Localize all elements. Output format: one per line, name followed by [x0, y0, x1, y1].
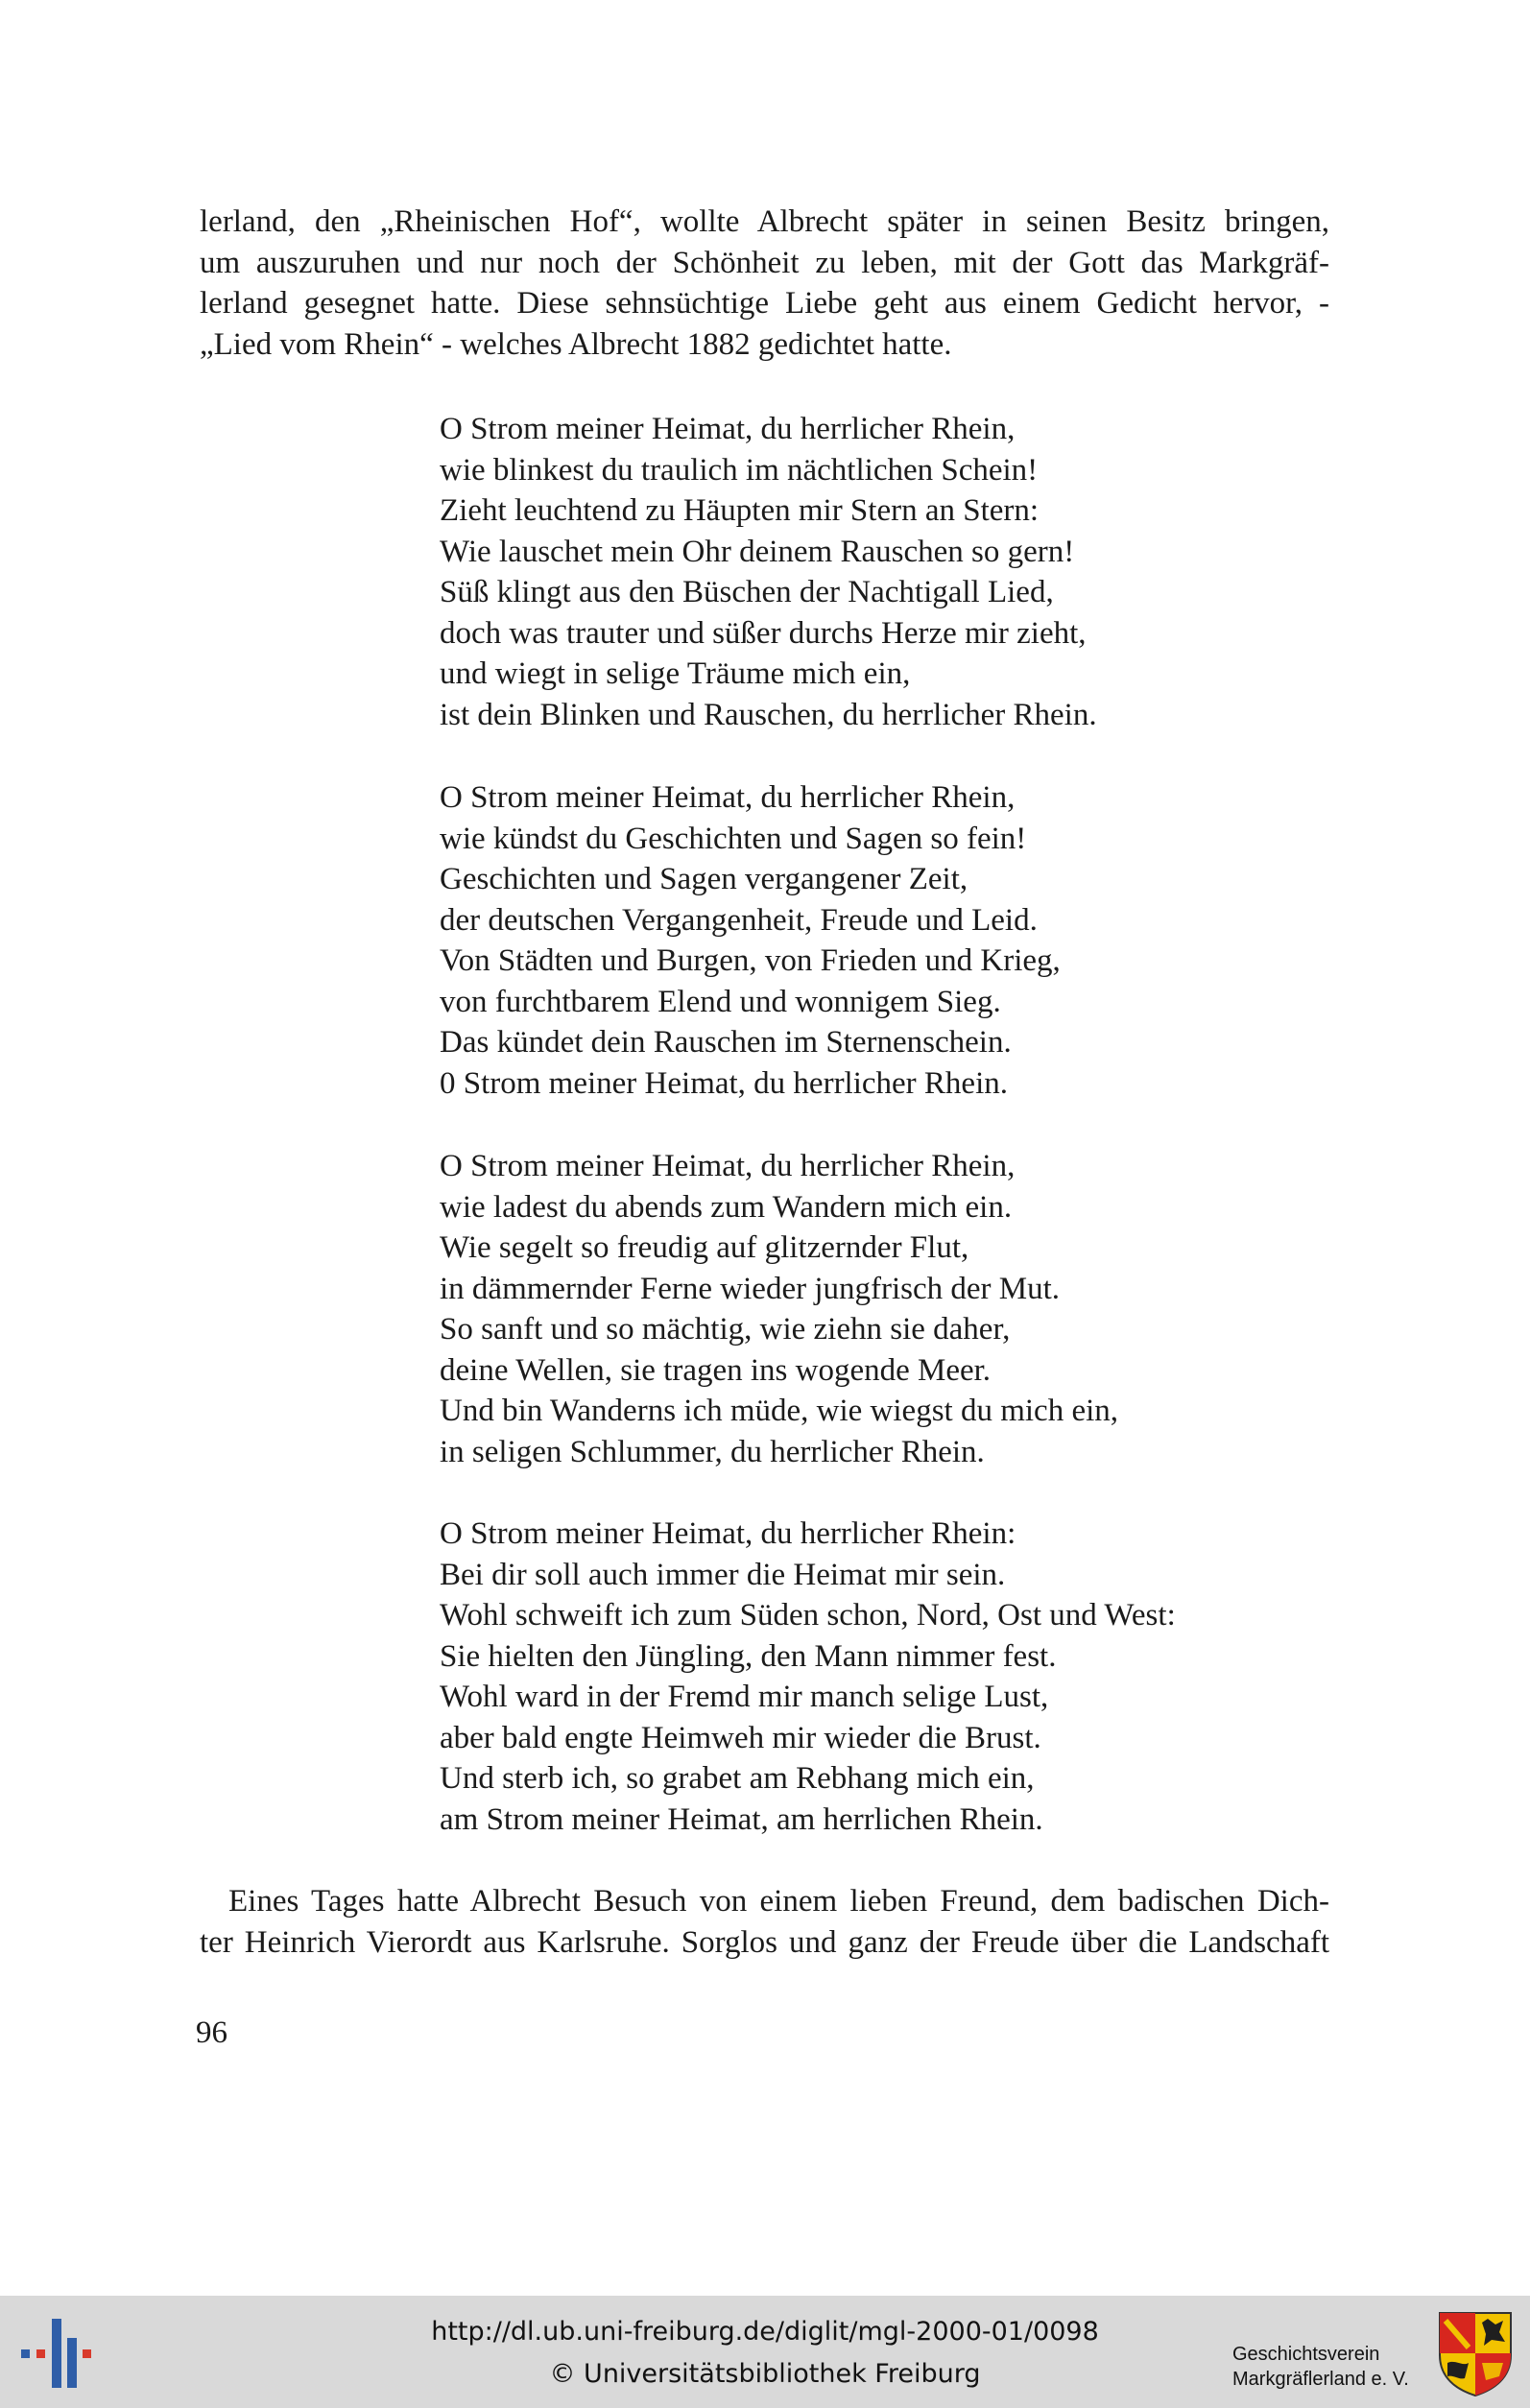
- poem-line: O Strom meiner Heimat, du herrlicher Rhein,: [440, 412, 1016, 446]
- text-line: um auszuruhen und nur noch der Schönheit zu leben, mit der Gott das Markgräf-: [200, 245, 1329, 280]
- poem-line: der deutschen Vergangenheit, Freude und Leid.: [440, 902, 1038, 938]
- poem-line: Das kündet dein Rauschen im Sternenschein.: [440, 1025, 1012, 1060]
- poem-line: Wie lauschet mein Ohr deinem Rauschen so gern!: [440, 534, 1075, 569]
- poem-line: O Strom meiner Heimat, du herrlicher Rhein,: [440, 1149, 1016, 1183]
- poem-line: wie kündst du Geschichten und Sagen so fein!: [440, 821, 1027, 856]
- poem-line: Von Städten und Burgen, von Frieden und Krieg,: [440, 943, 1061, 978]
- poem-line: O Strom meiner Heimat, du herrlicher Rhein:: [440, 1516, 1016, 1551]
- poem-line: Süß klingt aus den Büschen der Nachtigall Lied,: [440, 575, 1054, 609]
- poem-stanza-4: [440, 1514, 1176, 1840]
- poem-line: wie ladest du abends zum Wandern mich ein.: [440, 1189, 1013, 1225]
- poem-line: Und sterb ich, so grabet am Rebhang mich ein,: [440, 1761, 1035, 1796]
- poem-line: Wie segelt so freudig auf glitzernder Flut,: [440, 1230, 969, 1265]
- poem-line: wie blinkest du traulich im nächtlichen Schein!: [440, 452, 1039, 488]
- poem-line: Wohl schweift ich zum Süden schon, Nord, Ost und West:: [440, 1598, 1176, 1633]
- poem-line: am Strom meiner Heimat, am herrlichen Rhein.: [440, 1801, 1043, 1837]
- poem-line: deine Wellen, sie tragen ins wogende Meer.: [440, 1352, 992, 1388]
- poem-line: Sie hielten den Jüngling, den Mann nimmer fest.: [440, 1638, 1057, 1674]
- society-name: [1232, 2342, 1409, 2392]
- poem-line: in dämmernder Ferne wieder jungfrisch der Mut.: [440, 1271, 1061, 1306]
- text-line: „Lied vom Rhein“ - welches Albrecht 1882 gedichtet hatte.: [200, 326, 952, 362]
- poem-line: Zieht leuchtend zu Häupten mir Stern an Stern:: [440, 493, 1040, 528]
- poem-line: 0 Strom meiner Heimat, du herrlicher Rhein.: [440, 1065, 1009, 1101]
- copyright-notice: © Universitätsbibliothek Freiburg: [549, 2359, 981, 2389]
- page-number: 96: [196, 2015, 227, 2050]
- poem-stanza-2: [440, 777, 1061, 1104]
- text-line: Eines Tages hatte Albrecht Besuch von einem lieben Freund, dem badischen Dich-: [228, 1884, 1329, 1919]
- poem-line: Bei dir soll auch immer die Heimat mir sein.: [440, 1557, 1006, 1592]
- poem-line: Geschichten und Sagen vergangener Zeit,: [440, 862, 968, 896]
- poem-line: Und bin Wanderns ich müde, wie wiegst du mich ein,: [440, 1394, 1119, 1428]
- poem-line: von furchtbarem Elend und wonnigem Sieg.: [440, 984, 1001, 1019]
- outro-paragraph: [200, 1881, 1329, 1963]
- markgraeflerland-crest-icon[interactable]: [1436, 2309, 1515, 2397]
- source-url-link[interactable]: http://dl.ub.uni-freiburg.de/diglit/mgl-2000-01/0098: [431, 2317, 1099, 2347]
- text-line: lerland gesegnet hatte. Diese sehnsüchtige Liebe geht aus einem Gedicht hervor, -: [200, 286, 1329, 321]
- text-line: ter Heinrich Vierordt aus Karlsruhe. Sorglos und ganz der Freude über die Landschaft: [200, 1924, 1329, 1960]
- text-line: lerland, den „Rheinischen Hof“, wollte Albrecht später in seinen Besitz bringen,: [200, 204, 1329, 239]
- poem-line: O Strom meiner Heimat, du herrlicher Rhein,: [440, 780, 1016, 815]
- poem-line: ist dein Blinken und Rauschen, du herrlicher Rhein.: [440, 697, 1097, 732]
- intro-paragraph: [200, 202, 1329, 365]
- poem-line: und wiegt in selige Träume mich ein,: [440, 656, 911, 691]
- poem-stanza-3: [440, 1146, 1118, 1472]
- poem-line: in seligen Schlummer, du herrlicher Rhein.: [440, 1434, 985, 1469]
- footer-bar: [0, 2296, 1530, 2408]
- society-name-line: Markgräflerland e. V.: [1232, 2369, 1409, 2390]
- society-name-line: Geschichtsverein: [1232, 2344, 1380, 2365]
- poem-line: Wohl ward in der Fremd mir manch selige Lust,: [440, 1680, 1049, 1714]
- poem-stanza-1: [440, 409, 1097, 735]
- poem-line: doch was trauter und süßer durchs Herze mir zieht,: [440, 615, 1087, 651]
- poem-line: aber bald engte Heimweh mir wieder die Brust.: [440, 1720, 1041, 1755]
- poem-line: So sanft und so mächtig, wie ziehn sie daher,: [440, 1312, 1011, 1347]
